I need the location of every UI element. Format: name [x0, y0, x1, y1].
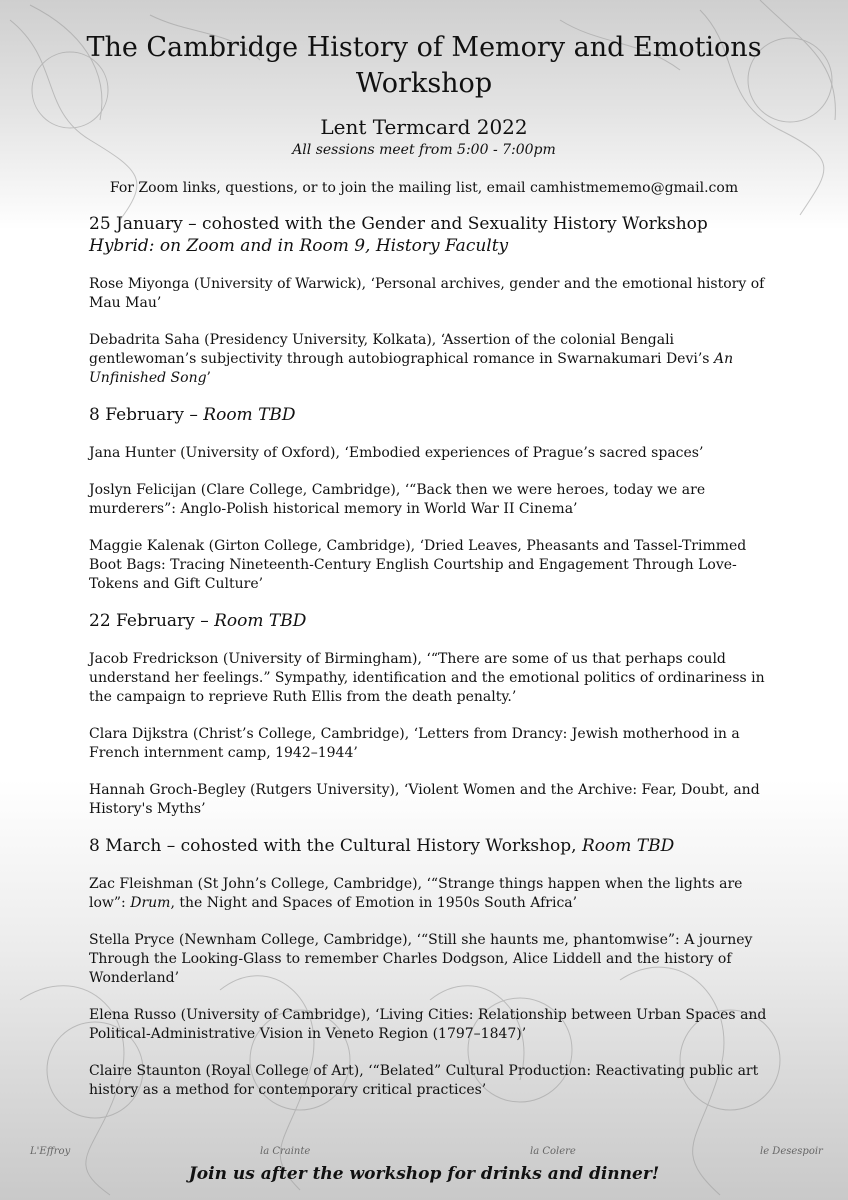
sketch-caption: la Colere [530, 1146, 576, 1157]
sessions-list [89, 213, 779, 1100]
talk-item: Elena Russo (University of Cambridge), ‘Living Cities: Relationship between Urban Spaces and Political-Administrative Vision in Veneto Region (1797–1847)’ [89, 1007, 767, 1042]
session-times: All sessions meet from 5:00 - 7:00pm [292, 142, 556, 158]
talk-item: Rose Miyonga (University of Warwick), ‘Personal archives, gender and the emotional history of Mau Mau’ [89, 276, 765, 311]
title-line-2: Workshop [355, 68, 493, 99]
sketch-caption: le Desespoir [760, 1146, 823, 1157]
session-2 [89, 404, 779, 594]
talk-item: Hannah Groch-Begley (Rutgers University), ‘Violent Women and the Archive: Fear, Doubt, and History's Myths’ [89, 782, 760, 817]
talk-item: Zac Fleishman (St John’s College, Cambridge), ‘“Strange things happen when the lights are low”: Drum, the Night and Spaces of Emotion in 1950s South Africa’ [89, 876, 743, 911]
term-heading: Lent Termcard 2022 [320, 115, 528, 139]
talk-item: Stella Pryce (Newnham College, Cambridge), ‘“Still she haunts me, phantomwise”: A journey Through the Looking-Glass to remember Charles Dodgson, Alice Liddell and the history of Wonderland’ [89, 932, 753, 986]
footer-note: Join us after the workshop for drinks and dinner! [188, 1164, 660, 1184]
session-4 [89, 835, 779, 1100]
talk-item: Joslyn Felicijan (Clare College, Cambridge), ‘“Back then we were heroes, today we are murderers”: Anglo-Polish historical memory in World War II Cinema’ [89, 482, 706, 517]
page-title [40, 30, 808, 102]
talk-item: Claire Staunton (Royal College of Art), ‘“Belated” Cultural Production: Reactivating public art history as a method for contemporary critical practices’ [89, 1063, 759, 1098]
talk-item: Jana Hunter (University of Oxford), ‘Embodied experiences of Prague’s sacred spaces’ [89, 445, 704, 461]
contact-info: For Zoom links, questions, or to join the mailing list, email camhistmememo@gmail.com [109, 180, 739, 196]
talk-item: Debadrita Saha (Presidency University, Kolkata), ‘Assertion of the colonial Bengali gentlewoman’s subjectivity through autobiographical romance in Swarnakumari Devi’s An Unfinished Song’ [89, 332, 734, 386]
session-heading: 8 March – cohosted with the Cultural History Workshop, Room TBD [89, 836, 675, 856]
title-line-1: The Cambridge History of Memory and Emotions [86, 32, 762, 63]
talk-item: Clara Dijkstra (Christ’s College, Cambridge), ‘Letters from Drancy: Jewish motherhood in a French internment camp, 1942–1944’ [89, 726, 740, 761]
session-location: Hybrid: on Zoom and in Room 9, History Faculty [89, 236, 509, 256]
session-1 [89, 213, 779, 388]
session-heading: 8 February – Room TBD [89, 405, 296, 425]
talk-item: Jacob Fredrickson (University of Birmingham), ‘“There are some of us that perhaps could understand her feelings.” Sympathy, identification and the emotional politics of ordinariness in the campaign to reprieve Ruth Ellis from the death penalty.’ [89, 651, 765, 705]
session-heading: 22 February – Room TBD [89, 611, 307, 631]
talk-item: Maggie Kalenak (Girton College, Cambridge), ‘Dried Leaves, Pheasants and Tassel-Trimmed Boot Bags: Tracing Nineteenth-Century English Courtship and Engagement Through Love-Tokens and Gift Culture’ [89, 538, 747, 592]
session-3 [89, 610, 779, 819]
sketch-caption: la Crainte [260, 1146, 311, 1157]
session-heading: 25 January – cohosted with the Gender and Sexuality History Workshop [89, 214, 708, 234]
sketch-caption: L'Effroy [30, 1146, 71, 1157]
